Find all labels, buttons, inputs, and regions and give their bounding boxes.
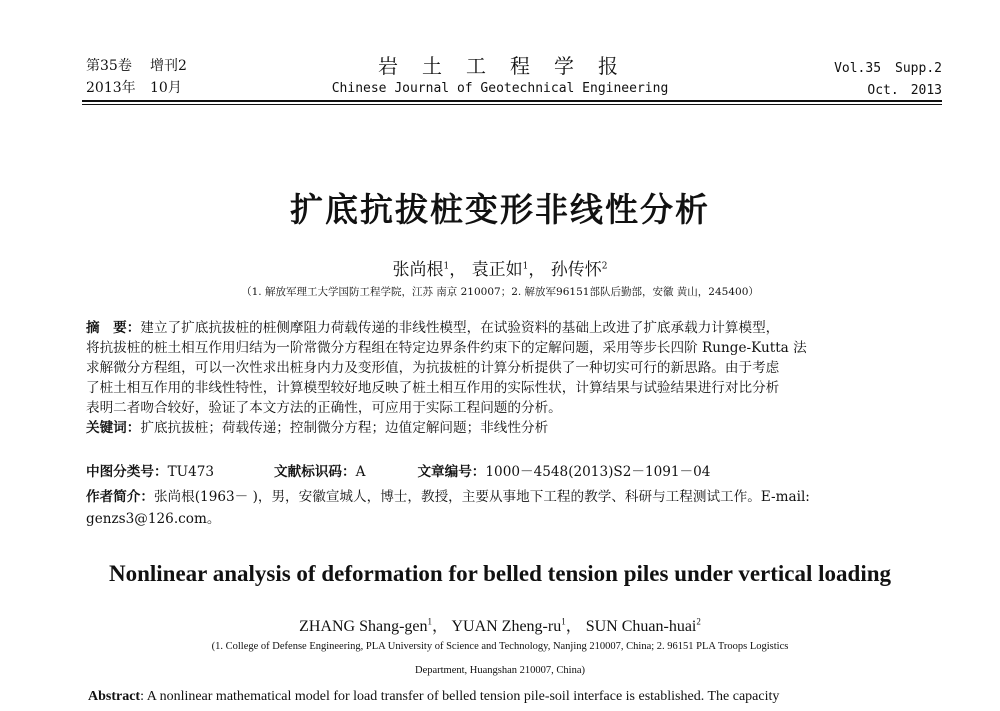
year-en: 2013 (910, 83, 942, 98)
affiliation-en-line1: (1. College of Defense Engineering, PLA University of Science and Technology, Nanjing 210007, China; 2. 96151 PLA Troops Logistics (211, 641, 789, 652)
paper-title-cn: 扩底抗拔桩变形非线性分析 (290, 190, 710, 229)
journal-name-en: Chinese Journal of Geotechnical Engineering (331, 81, 669, 96)
authors-en: ZHANG Shang-gen$^1$， YUAN Zheng-$ru^1$， SUN Chuan-huai$^2$ (299, 616, 701, 635)
header-rule-thin (82, 104, 942, 105)
supplement-label: 增刊2 (150, 58, 187, 74)
author-intro: 作者简介：张尚根(1963－ )，男，安徽宣城人，博士，教授，主要从事地下工程的教学、科研与工程测试工作。E-mail: genzs3@126.com。 (86, 486, 916, 530)
year-label: 2013年 (86, 80, 136, 96)
affiliation-en-line2: Department, Huangshan 210007, China) (414, 665, 585, 676)
author-cn-2: 袁正如 (471, 260, 523, 280)
affiliation-cn: （1. 解放军理工大学国防工程学院，江苏 南京 210007；2. 解放军96151部队后勤部，安徽 黄山，245400） (241, 286, 759, 298)
vol-en: Vol.35 (834, 61, 882, 76)
volume-label: 第35卷 (86, 58, 132, 74)
header-right (834, 58, 942, 102)
author-en-1: ZHANG Shang-gen (299, 618, 428, 635)
header-rule-thick (82, 100, 942, 102)
author-cn-1: 张尚根 (392, 260, 444, 280)
author-en-3: SUN Chuan-huai (585, 618, 697, 635)
abstract-cn: 摘 要：建立了扩底抗拔桩的桩侧摩阻力荷载传递的非线性模型，在试验资料的基础上改进了扩底承载力计算模型， 将抗拔桩的桩土相互作用归结为一阶常微分方程组在特定边界条件约束下的定解问题，采用等步长四阶 Runge-Kutta 法 求解微分方程组，可以一次性求出桩身内力及变形值，为抗拔桩的计算分析提供了一种切实可行的新思路。由于考虑 了桩土相互作用的非线性特性，计算模型较好地反映了桩土相互作用的实际性状，计算结果与试验结果进行对比分析 表明二者吻合较好，验证了本文方法的正确性，可应用于实际工程问题的分析。 关键词：扩底抗拔桩；荷载传递；控制微分方程；边值定解问题；非线性分析 (86, 318, 916, 438)
author-cn-3: 孙传怀 (550, 260, 602, 280)
author-email: genzs3@126.com。 (86, 511, 221, 527)
supp-en: Supp.2 (895, 61, 942, 76)
month-en: Oct. (867, 83, 899, 98)
paper-title-en: Nonlinear analysis of deformation for belled tension piles under vertical loading (108, 561, 892, 586)
abstract-cn-label: 摘 要： (86, 320, 141, 336)
month-label: 10月 (150, 80, 182, 96)
classification-row: 中图分类号：TU473 文献标识码：A 文章编号：1000－4548(2013)S2－1091－04 (86, 464, 711, 480)
abstract-en-label: Abstract (88, 689, 141, 704)
authors-cn: 张尚根$^1$， 袁正如$^1$， 孙传怀$^2$ (392, 260, 608, 280)
keywords-cn: 关键词：扩底抗拔桩；荷载传递；控制微分方程；边值定解问题；非线性分析 (86, 420, 549, 436)
abstract-en: Abstract: A nonlinear mathematical model for load transfer of belled tension pile-soil interface is established. The capacity (88, 689, 780, 704)
author-en-2: YUAN Zheng-ru (451, 618, 562, 635)
journal-name-cn: 岩土工程学报 (378, 54, 642, 78)
